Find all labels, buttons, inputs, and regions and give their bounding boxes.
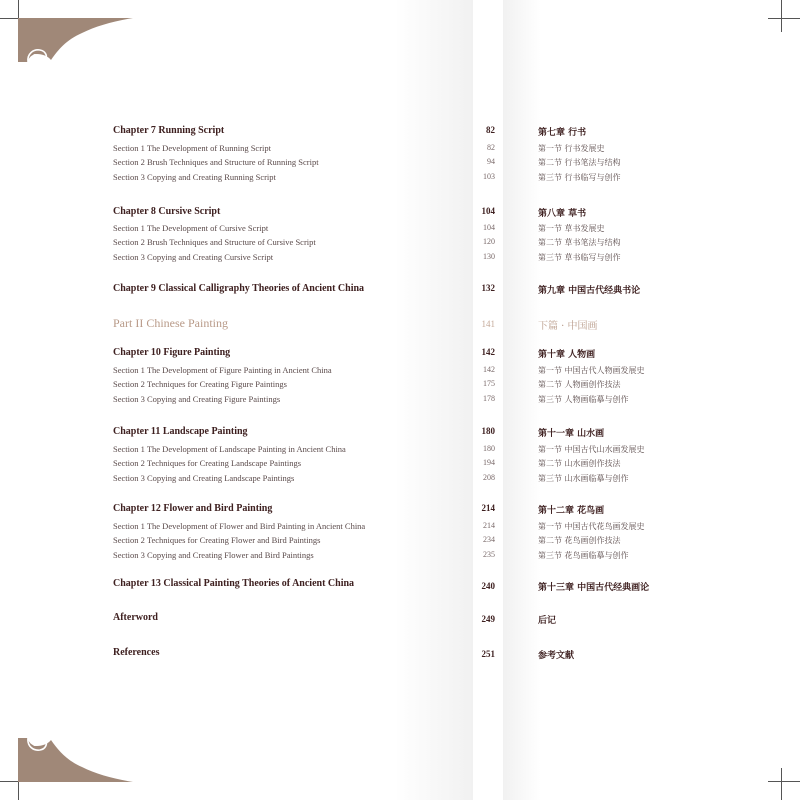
chapter-title-en: Chapter 10 Figure Painting	[113, 347, 231, 358]
page-number: 178	[483, 394, 495, 403]
toc-section[interactable]	[113, 252, 800, 268]
chapter-title-zh: 第九章 中国古代经典书论	[538, 286, 641, 296]
section-title-zh: 第三节 人物画临摹与创作	[538, 395, 629, 404]
page-number: 104	[481, 206, 495, 216]
section-title-zh: 第一节 中国古代人物画发展史	[538, 366, 645, 375]
toc-section[interactable]	[113, 550, 800, 566]
page-number: 82	[486, 125, 495, 135]
toc-chapter-8[interactable]	[113, 206, 800, 222]
page-number: 214	[483, 521, 495, 530]
section-title-zh: 第二节 人物画创作技法	[538, 380, 621, 389]
section-title-en: Section 2 Brush Techniques and Structure of Running Script	[113, 157, 319, 167]
cloud-ornament-top-left	[18, 18, 133, 64]
toc-section[interactable]	[113, 237, 800, 253]
chapter-title-zh: 第八章 草书	[538, 209, 587, 219]
page-number: 251	[481, 649, 495, 659]
section-title-en: Section 2 Techniques for Creating Flower and Bird Paintings	[113, 535, 321, 545]
toc-section[interactable]	[113, 172, 800, 188]
section-title-en: Section 2 Techniques for Creating Figure Paintings	[113, 379, 287, 389]
toc-afterword[interactable]	[113, 612, 800, 628]
section-title-en: Section 1 The Development of Running Script	[113, 143, 272, 153]
toc-chapter-7[interactable]	[113, 125, 800, 141]
page-number: 175	[483, 379, 495, 388]
page-number: 94	[487, 157, 495, 166]
page-number: 82	[487, 143, 495, 152]
chapter-title-en: Chapter 12 Flower and Bird Painting	[113, 503, 273, 514]
cloud-ornament-bottom-left	[18, 738, 133, 782]
toc-references[interactable]	[113, 647, 800, 663]
references-title-zh: 参考文献	[538, 651, 575, 661]
toc-chapter-9[interactable]	[113, 283, 800, 299]
section-title-zh: 第二节 草书笔法与结构	[538, 238, 621, 247]
page-number: 249	[481, 614, 495, 624]
section-title-zh: 第一节 中国古代花鸟画发展史	[538, 522, 645, 531]
page-number: 194	[483, 458, 495, 467]
references-title-en: References	[113, 647, 160, 658]
page-number: 180	[481, 426, 495, 436]
page-number: 142	[481, 347, 495, 357]
section-title-en: Section 1 The Development of Flower and Bird Painting in Ancient China	[113, 521, 366, 531]
section-title-en: Section 1 The Development of Cursive Script	[113, 223, 269, 233]
chapter-title-en: Chapter 11 Landscape Painting	[113, 426, 248, 437]
section-title-en: Section 2 Techniques for Creating Landscape Paintings	[113, 458, 302, 468]
page-number: 180	[483, 444, 495, 453]
section-title-en: Section 3 Copying and Creating Running Script	[113, 172, 276, 182]
chapter-title-en: Chapter 7 Running Script	[113, 125, 225, 136]
page-number: 208	[483, 473, 495, 482]
section-title-zh: 第一节 行书发展史	[538, 144, 605, 153]
toc-section[interactable]	[113, 157, 800, 173]
toc-section[interactable]	[113, 379, 800, 395]
chapter-title-zh: 第十三章 中国古代经典画论	[538, 583, 650, 593]
section-title-en: Section 1 The Development of Figure Painting in Ancient China	[113, 365, 332, 375]
chapter-title-zh: 第十二章 花鸟画	[538, 506, 605, 516]
page-number: 142	[483, 365, 495, 374]
chapter-title-zh: 第十章 人物画	[538, 350, 596, 360]
section-title-zh: 第三节 山水画临摹与创作	[538, 474, 629, 483]
page-number: 104	[483, 223, 495, 232]
section-title-zh: 第二节 花鸟画创作技法	[538, 536, 621, 545]
page-number: 214	[481, 503, 495, 513]
page-number: 103	[483, 172, 495, 181]
section-title-zh: 第三节 行书临写与创作	[538, 173, 621, 182]
section-title-zh: 第二节 行书笔法与结构	[538, 158, 621, 167]
chapter-title-zh: 第十一章 山水画	[538, 429, 605, 439]
chapter-title-en: Chapter 13 Classical Painting Theories of Ancient China	[113, 578, 355, 589]
toc-chapter-11[interactable]	[113, 426, 800, 442]
section-title-en: Section 2 Brush Techniques and Structure of Cursive Script	[113, 237, 316, 247]
part-title-en: Part II Chinese Painting	[113, 316, 228, 330]
page-number: 132	[481, 283, 495, 293]
section-title-en: Section 3 Copying and Creating Landscape Paintings	[113, 473, 295, 483]
page-number: 240	[481, 581, 495, 591]
toc-chapter-12[interactable]	[113, 503, 800, 519]
toc-chapter-10[interactable]	[113, 347, 800, 363]
section-title-en: Section 3 Copying and Creating Cursive Script	[113, 252, 274, 262]
toc-section[interactable]	[113, 458, 800, 474]
toc-section[interactable]	[113, 535, 800, 551]
section-title-zh: 第一节 草书发展史	[538, 224, 605, 233]
page-number: 235	[483, 550, 495, 559]
afterword-title-en: Afterword	[113, 612, 158, 623]
section-title-en: Section 3 Copying and Creating Figure Paintings	[113, 394, 281, 404]
chapter-title-en: Chapter 9 Classical Calligraphy Theories of Ancient China	[113, 283, 365, 294]
page-number: 141	[481, 319, 495, 329]
afterword-title-zh: 后记	[538, 616, 557, 626]
section-title-en: Section 1 The Development of Landscape Painting in Ancient China	[113, 444, 346, 454]
toc-section[interactable]	[113, 394, 800, 410]
chapter-title-en: Chapter 8 Cursive Script	[113, 206, 221, 217]
section-title-zh: 第三节 草书临写与创作	[538, 253, 621, 262]
section-title-en: Section 3 Copying and Creating Flower and Bird Paintings	[113, 550, 314, 560]
page-number: 120	[483, 237, 495, 246]
page-number: 234	[483, 535, 495, 544]
page-number: 130	[483, 252, 495, 261]
toc-chapter-13[interactable]	[113, 578, 800, 594]
part-title-zh: 下篇 · 中国画	[538, 321, 598, 332]
toc-section[interactable]	[113, 473, 800, 489]
section-title-zh: 第二节 山水画创作技法	[538, 459, 621, 468]
chapter-title-zh: 第七章 行书	[538, 128, 587, 138]
section-title-zh: 第一节 中国古代山水画发展史	[538, 445, 645, 454]
section-title-zh: 第三节 花鸟画临摹与创作	[538, 551, 629, 560]
toc-part-2[interactable]	[113, 316, 800, 332]
